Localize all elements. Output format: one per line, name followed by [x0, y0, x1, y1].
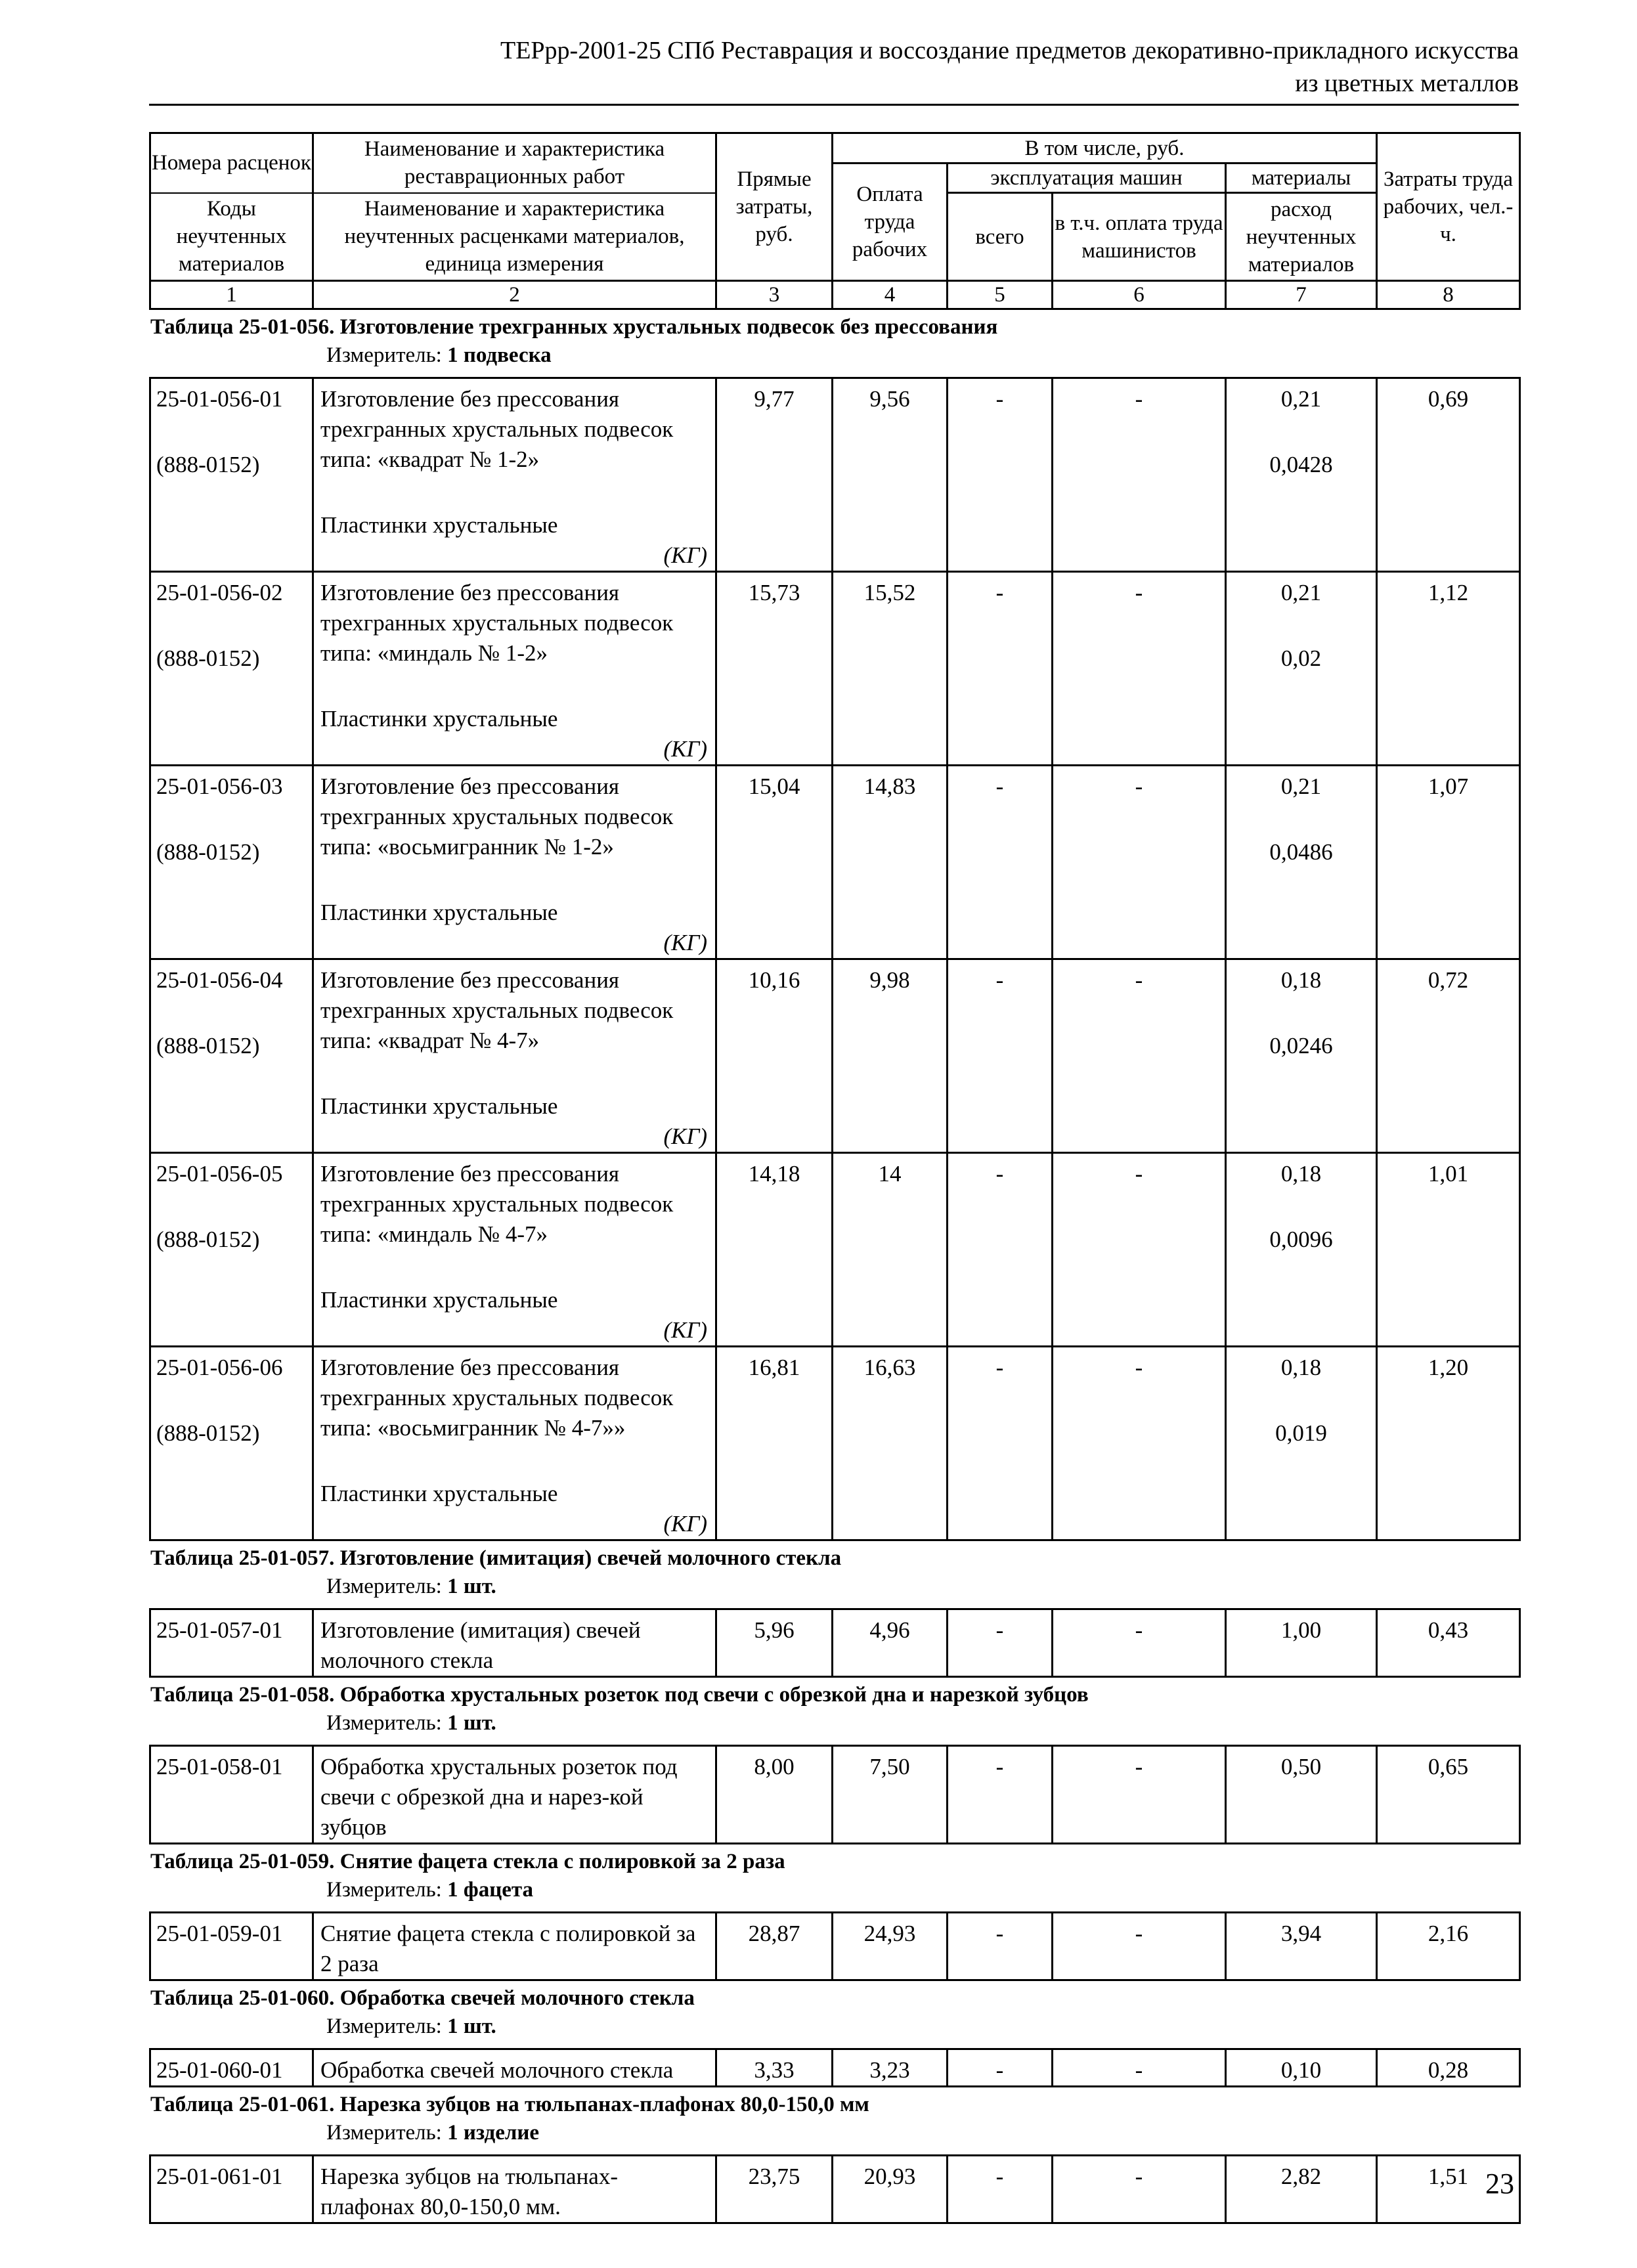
labor-cost-value: 9,98 — [869, 967, 910, 993]
direct-cost-value: 15,73 — [748, 580, 800, 605]
machinist-labor — [1053, 572, 1226, 766]
machinist-labor-value: - — [1135, 1355, 1143, 1380]
work-name — [313, 766, 716, 959]
section-title: Таблица 25-01-056. Изготовление трехгранных хрустальных подвесок без прессования — [150, 315, 998, 339]
labor-cost-value: 9,56 — [869, 386, 910, 412]
labor-hours — [1377, 959, 1520, 1153]
labor-hours — [1377, 1347, 1520, 1540]
direct-cost — [716, 2156, 833, 2223]
direct-cost — [716, 1746, 833, 1844]
meter-value: 1 подвеска — [447, 343, 552, 367]
running-head-line1: ТЕРрр-2001-25 СПб Реставрация и воссоздание предметов декоративно-прикладного искусства — [500, 37, 1519, 64]
labor-hours — [1377, 1609, 1520, 1677]
materials-cost — [1226, 766, 1377, 959]
labor-cost — [833, 1347, 948, 1540]
col1-top-header: Номера расценок — [150, 133, 313, 193]
section-title: Таблица 25-01-060. Обработка свечей молочного стекла — [150, 1986, 695, 2010]
work-name — [313, 1609, 716, 1677]
labor-cost — [833, 2156, 948, 2223]
price-table — [149, 1745, 1521, 1844]
section-meter — [149, 1573, 1521, 1600]
material-code: (888-0152) — [156, 1420, 260, 1446]
labor-cost — [833, 1609, 948, 1677]
machinist-labor — [1053, 1746, 1226, 1844]
labor-cost-value: 15,52 — [863, 580, 916, 605]
direct-cost — [716, 1153, 833, 1347]
meter-value: 1 шт. — [447, 1711, 496, 1735]
machinist-labor — [1053, 1609, 1226, 1677]
rate-code-value: 25-01-056-05 — [156, 1161, 283, 1187]
column-number: 3 — [716, 281, 833, 309]
labor-cost — [833, 766, 948, 959]
column-number: 6 — [1053, 281, 1226, 309]
price-table-section — [149, 1984, 1521, 2087]
rate-code — [150, 1347, 313, 1540]
materials-cost — [1226, 2049, 1377, 2087]
material-code: (888-0152) — [156, 452, 260, 477]
rate-code-value: 25-01-060-01 — [156, 2057, 283, 2083]
labor-hours-value: 2,16 — [1428, 1921, 1469, 1946]
machinist-labor — [1053, 959, 1226, 1153]
material-quantity: 0,0486 — [1269, 839, 1333, 865]
materials-header: материалы — [1226, 164, 1377, 193]
labor-hours-value: 0,65 — [1428, 1754, 1469, 1779]
section-title: Таблица 25-01-059. Снятие фацета стекла с полировкой за 2 раза — [150, 1850, 785, 1873]
work-name — [313, 2049, 716, 2087]
materials-cost — [1226, 959, 1377, 1153]
machinist-labor-value: - — [1135, 386, 1143, 412]
material-quantity: 0,0096 — [1269, 1227, 1333, 1252]
rate-code — [150, 1609, 313, 1677]
material-unit: (КГ) — [663, 736, 707, 762]
material-name: Пластинки хрустальные — [320, 1287, 558, 1313]
column-number: 7 — [1226, 281, 1377, 309]
labor-hours-value: 0,28 — [1428, 2057, 1469, 2083]
rate-code-value: 25-01-061-01 — [156, 2164, 283, 2189]
machinist-labor-value: - — [1135, 2164, 1143, 2189]
page-number: 23 — [1485, 2168, 1514, 2200]
rate-code — [150, 766, 313, 959]
table-row — [150, 1913, 1520, 1980]
work-name-value: Изготовление без прессования трехгранных хрустальных подвесок типа: «восьмигранник № 4-7»» — [320, 1355, 674, 1441]
machines-total-value: - — [995, 2057, 1004, 2083]
direct-cost-value: 14,18 — [748, 1161, 800, 1187]
price-table-section — [149, 1680, 1521, 1844]
machinist-labor-value: - — [1135, 1161, 1143, 1187]
col3-header: Прямые затраты, руб. — [716, 133, 833, 281]
running-head — [149, 34, 1521, 100]
machines-total — [948, 959, 1053, 1153]
direct-cost-value: 8,00 — [754, 1754, 795, 1779]
material-unit: (КГ) — [663, 930, 707, 955]
materials-cost — [1226, 1746, 1377, 1844]
column-number: 8 — [1377, 281, 1520, 309]
labor-cost-value: 24,93 — [863, 1921, 916, 1946]
rate-code — [150, 1913, 313, 1980]
labor-cost-value: 20,93 — [863, 2164, 916, 2189]
machinist-labor — [1053, 2156, 1226, 2223]
material-code: (888-0152) — [156, 1033, 260, 1058]
price-table-section — [149, 313, 1521, 1541]
machinist-labor — [1053, 1347, 1226, 1540]
labor-hours — [1377, 2049, 1520, 2087]
work-name — [313, 1913, 716, 1980]
in-total-header: В том числе, руб. — [833, 133, 1377, 164]
labor-cost-value: 14 — [878, 1161, 902, 1187]
materials-cost — [1226, 1913, 1377, 1980]
labor-cost — [833, 1913, 948, 1980]
work-name-value: Снятие фацета стекла с полировкой за 2 раза — [320, 1921, 696, 1976]
table-row — [150, 2156, 1520, 2223]
machines-total — [948, 1609, 1053, 1677]
materials-cost-value: 2,82 — [1280, 2164, 1322, 2189]
machines-total-value: - — [995, 2164, 1004, 2189]
labor-hours — [1377, 1746, 1520, 1844]
work-name — [313, 378, 716, 572]
direct-cost — [716, 2049, 833, 2087]
rate-code — [150, 1153, 313, 1347]
direct-cost — [716, 1347, 833, 1540]
column-number-row — [150, 281, 1520, 309]
meter-label: Измеритель: — [326, 343, 442, 367]
material-name: Пластинки хрустальные — [320, 706, 558, 731]
table-row — [150, 378, 1520, 572]
work-name-value: Изготовление (имитация) свечей молочного стекла — [320, 1617, 641, 1673]
materials-cost-value: 0,18 — [1280, 1355, 1322, 1380]
materials-cost — [1226, 1609, 1377, 1677]
price-table — [149, 1911, 1521, 1981]
direct-cost-value: 16,81 — [748, 1355, 800, 1380]
materials-cost-value: 0,10 — [1280, 2057, 1322, 2083]
col8-header: Затраты труда рабочих, чел.-ч. — [1377, 133, 1520, 281]
direct-cost — [716, 1609, 833, 1677]
table-row — [150, 1746, 1520, 1844]
direct-cost — [716, 766, 833, 959]
labor-hours-value: 1,12 — [1428, 580, 1469, 605]
labor-cost-value: 7,50 — [869, 1754, 910, 1779]
materials-cost-value: 0,50 — [1280, 1754, 1322, 1779]
machines-total-value: - — [995, 386, 1004, 412]
work-name — [313, 2156, 716, 2223]
direct-cost-value: 9,77 — [754, 386, 795, 412]
meter-value: 1 шт. — [447, 1575, 496, 1598]
material-name: Пластинки хрустальные — [320, 900, 558, 925]
labor-hours — [1377, 378, 1520, 572]
rate-code — [150, 1746, 313, 1844]
work-name-value: Изготовление без прессования трехгранных хрустальных подвесок типа: «миндаль № 1-2» — [320, 580, 674, 666]
work-name-value: Нарезка зубцов на тюльпанах-плафонах 80,0-150,0 мм. — [320, 2164, 619, 2219]
rate-code-value: 25-01-056-01 — [156, 386, 283, 412]
price-table-section — [149, 1544, 1521, 1678]
section-title: Таблица 25-01-057. Изготовление (имитация) свечей молочного стекла — [150, 1546, 842, 1570]
document-page — [149, 34, 1521, 2224]
direct-cost — [716, 1913, 833, 1980]
material-name: Пластинки хрустальные — [320, 512, 558, 538]
machinist-labor-value: - — [1135, 580, 1143, 605]
table-row — [150, 2049, 1520, 2087]
machines-total — [948, 378, 1053, 572]
labor-hours — [1377, 766, 1520, 959]
material-code: (888-0152) — [156, 1227, 260, 1252]
section-title: Таблица 25-01-061. Нарезка зубцов на тюльпанах-плафонах 80,0-150,0 мм — [150, 2093, 869, 2116]
labor-hours-value: 1,20 — [1428, 1355, 1469, 1380]
work-name — [313, 959, 716, 1153]
machines-total-value: - — [995, 1617, 1004, 1643]
machines-total-value: - — [995, 1754, 1004, 1779]
table-header — [149, 132, 1521, 310]
labor-cost — [833, 1153, 948, 1347]
material-unit: (КГ) — [663, 542, 707, 568]
labor-cost — [833, 378, 948, 572]
material-quantity: 0,0428 — [1269, 452, 1333, 477]
machines-total-value: - — [995, 774, 1004, 799]
labor-hours — [1377, 1153, 1520, 1347]
machines-total — [948, 2049, 1053, 2087]
price-table — [149, 2154, 1521, 2224]
header-rule — [149, 104, 1519, 106]
table-row — [150, 766, 1520, 959]
direct-cost-value: 28,87 — [748, 1921, 800, 1946]
materials-cost — [1226, 1347, 1377, 1540]
price-table — [149, 377, 1521, 1541]
meter-label: Измеритель: — [326, 1575, 442, 1598]
labor-cost-value: 16,63 — [863, 1355, 916, 1380]
material-quantity: 0,019 — [1275, 1420, 1327, 1446]
meter-value: 1 фацета — [447, 1878, 533, 1902]
meter-label: Измеритель: — [326, 1711, 442, 1735]
meter-label: Измеритель: — [326, 1878, 442, 1902]
materials-cost-value: 0,18 — [1280, 1161, 1322, 1187]
materials-cost — [1226, 1153, 1377, 1347]
machines-total — [948, 1347, 1053, 1540]
materials-cost-value: 1,00 — [1280, 1617, 1322, 1643]
rate-code — [150, 572, 313, 766]
work-name-value: Изготовление без прессования трехгранных хрустальных подвесок типа: «миндаль № 4-7» — [320, 1161, 674, 1247]
machines-total-value: - — [995, 1921, 1004, 1946]
section-meter — [149, 2013, 1521, 2040]
materials-cost — [1226, 572, 1377, 766]
machinist-labor — [1053, 1153, 1226, 1347]
sections-container — [149, 313, 1521, 2224]
work-name-value: Обработка хрустальных розеток под свечи с обрезкой дна и нарез-кой зубцов — [320, 1754, 678, 1840]
material-unit: (КГ) — [663, 1317, 707, 1343]
material-unit: (КГ) — [663, 1511, 707, 1537]
rate-code — [150, 378, 313, 572]
work-name-value: Изготовление без прессования трехгранных хрустальных подвесок типа: «восьмигранник № 1-2» — [320, 774, 674, 860]
direct-cost-value: 3,33 — [754, 2057, 795, 2083]
labor-cost — [833, 959, 948, 1153]
labor-cost-value: 3,23 — [869, 2057, 910, 2083]
material-name: Пластинки хрустальные — [320, 1481, 558, 1506]
machinist-labor-value: - — [1135, 1921, 1143, 1946]
rate-code-value: 25-01-056-02 — [156, 580, 283, 605]
labor-hours-value: 0,43 — [1428, 1617, 1469, 1643]
meter-value: 1 изделие — [447, 2121, 540, 2145]
machinist-labor — [1053, 1913, 1226, 1980]
price-table-section — [149, 1847, 1521, 1981]
meter-label: Измеритель: — [326, 2015, 442, 2038]
direct-cost — [716, 378, 833, 572]
machines-total — [948, 1913, 1053, 1980]
table-row — [150, 1609, 1520, 1677]
column-number: 2 — [313, 281, 716, 309]
machines-total-value: - — [995, 1355, 1004, 1380]
col2-top-header: Наименование и характеристика реставрационных работ — [313, 133, 716, 193]
materials-cost-value: 0,18 — [1280, 967, 1322, 993]
direct-cost — [716, 572, 833, 766]
table-row — [150, 1347, 1520, 1540]
machines-total — [948, 572, 1053, 766]
work-name-value: Изготовление без прессования трехгранных хрустальных подвесок типа: «квадрат № 1-2» — [320, 386, 674, 472]
rate-code — [150, 2049, 313, 2087]
labor-hours — [1377, 1913, 1520, 1980]
work-name — [313, 1746, 716, 1844]
col5-header: всего — [948, 193, 1053, 281]
labor-hours-value: 0,69 — [1428, 386, 1469, 412]
labor-hours-value: 1,07 — [1428, 774, 1469, 799]
machines-header: эксплуатация машин — [948, 164, 1226, 193]
section-meter — [149, 341, 1521, 369]
meter-value: 1 шт. — [447, 2015, 496, 2038]
work-name-value: Обработка свечей молочного стекла — [320, 2057, 674, 2083]
materials-cost-value: 0,21 — [1280, 774, 1322, 799]
rate-code — [150, 959, 313, 1153]
col4-header: Оплата труда рабочих — [833, 164, 948, 281]
machinist-labor — [1053, 2049, 1226, 2087]
column-number: 5 — [948, 281, 1053, 309]
machinist-labor-value: - — [1135, 2057, 1143, 2083]
section-title: Таблица 25-01-058. Обработка хрустальных розеток под свечи с обрезкой дна и нарезкой зубцов — [150, 1683, 1089, 1707]
machinist-labor-value: - — [1135, 967, 1143, 993]
rate-code-value: 25-01-059-01 — [156, 1921, 283, 1946]
col1-bottom-header: Коды неучтенных материалов — [150, 193, 313, 281]
material-code: (888-0152) — [156, 839, 260, 865]
direct-cost-value: 10,16 — [748, 967, 800, 993]
price-table — [149, 1608, 1521, 1678]
running-head-line2: из цветных металлов — [1295, 70, 1519, 97]
labor-hours — [1377, 572, 1520, 766]
machinist-labor — [1053, 766, 1226, 959]
table-row — [150, 572, 1520, 766]
meter-label: Измеритель: — [326, 2121, 442, 2145]
direct-cost-value: 15,04 — [748, 774, 800, 799]
rate-code-value: 25-01-056-06 — [156, 1355, 283, 1380]
price-table-section — [149, 2090, 1521, 2224]
work-name — [313, 1347, 716, 1540]
machinist-labor — [1053, 378, 1226, 572]
labor-cost-value: 14,83 — [863, 774, 916, 799]
rate-code-value: 25-01-056-03 — [156, 774, 283, 799]
direct-cost-value: 5,96 — [754, 1617, 795, 1643]
machines-total-value: - — [995, 580, 1004, 605]
direct-cost-value: 23,75 — [748, 2164, 800, 2189]
rate-code-value: 25-01-058-01 — [156, 1754, 283, 1779]
machines-total — [948, 766, 1053, 959]
labor-cost — [833, 2049, 948, 2087]
section-meter — [149, 2119, 1521, 2147]
machines-total — [948, 2156, 1053, 2223]
materials-cost — [1226, 2156, 1377, 2223]
price-table — [149, 2048, 1521, 2087]
work-name — [313, 1153, 716, 1347]
work-name — [313, 572, 716, 766]
material-name: Пластинки хрустальные — [320, 1093, 558, 1119]
machines-total — [948, 1153, 1053, 1347]
rate-code-value: 25-01-056-04 — [156, 967, 283, 993]
col6-header: в т.ч. оплата труда машинистов — [1053, 193, 1226, 281]
materials-cost-value: 3,94 — [1280, 1921, 1322, 1946]
material-unit: (КГ) — [663, 1123, 707, 1149]
col2-bottom-header: Наименование и характеристика неучтенных расценками материалов, единица измерения — [313, 193, 716, 281]
labor-hours-value: 0,72 — [1428, 967, 1469, 993]
work-name-value: Изготовление без прессования трехгранных хрустальных подвесок типа: «квадрат № 4-7» — [320, 967, 674, 1053]
section-meter — [149, 1876, 1521, 1904]
machinist-labor-value: - — [1135, 1754, 1143, 1779]
section-meter — [149, 1709, 1521, 1737]
rate-code — [150, 2156, 313, 2223]
machines-total — [948, 1746, 1053, 1844]
materials-cost-value: 0,21 — [1280, 386, 1322, 412]
material-quantity: 0,02 — [1280, 645, 1322, 671]
labor-cost — [833, 1746, 948, 1844]
machinist-labor-value: - — [1135, 1617, 1143, 1643]
table-row — [150, 959, 1520, 1153]
machinist-labor-value: - — [1135, 774, 1143, 799]
materials-cost — [1226, 378, 1377, 572]
material-code: (888-0152) — [156, 645, 260, 671]
material-quantity: 0,0246 — [1269, 1033, 1333, 1058]
column-number: 4 — [833, 281, 948, 309]
col7-header: расход неучтенных материалов — [1226, 193, 1377, 281]
materials-cost-value: 0,21 — [1280, 580, 1322, 605]
column-number: 1 — [150, 281, 313, 309]
machines-total-value: - — [995, 1161, 1004, 1187]
labor-cost — [833, 572, 948, 766]
table-row — [150, 1153, 1520, 1347]
machines-total-value: - — [995, 967, 1004, 993]
labor-hours-value: 1,51 — [1428, 2164, 1469, 2189]
labor-hours-value: 1,01 — [1428, 1161, 1469, 1187]
labor-cost-value: 4,96 — [869, 1617, 910, 1643]
rate-code-value: 25-01-057-01 — [156, 1617, 283, 1643]
direct-cost — [716, 959, 833, 1153]
